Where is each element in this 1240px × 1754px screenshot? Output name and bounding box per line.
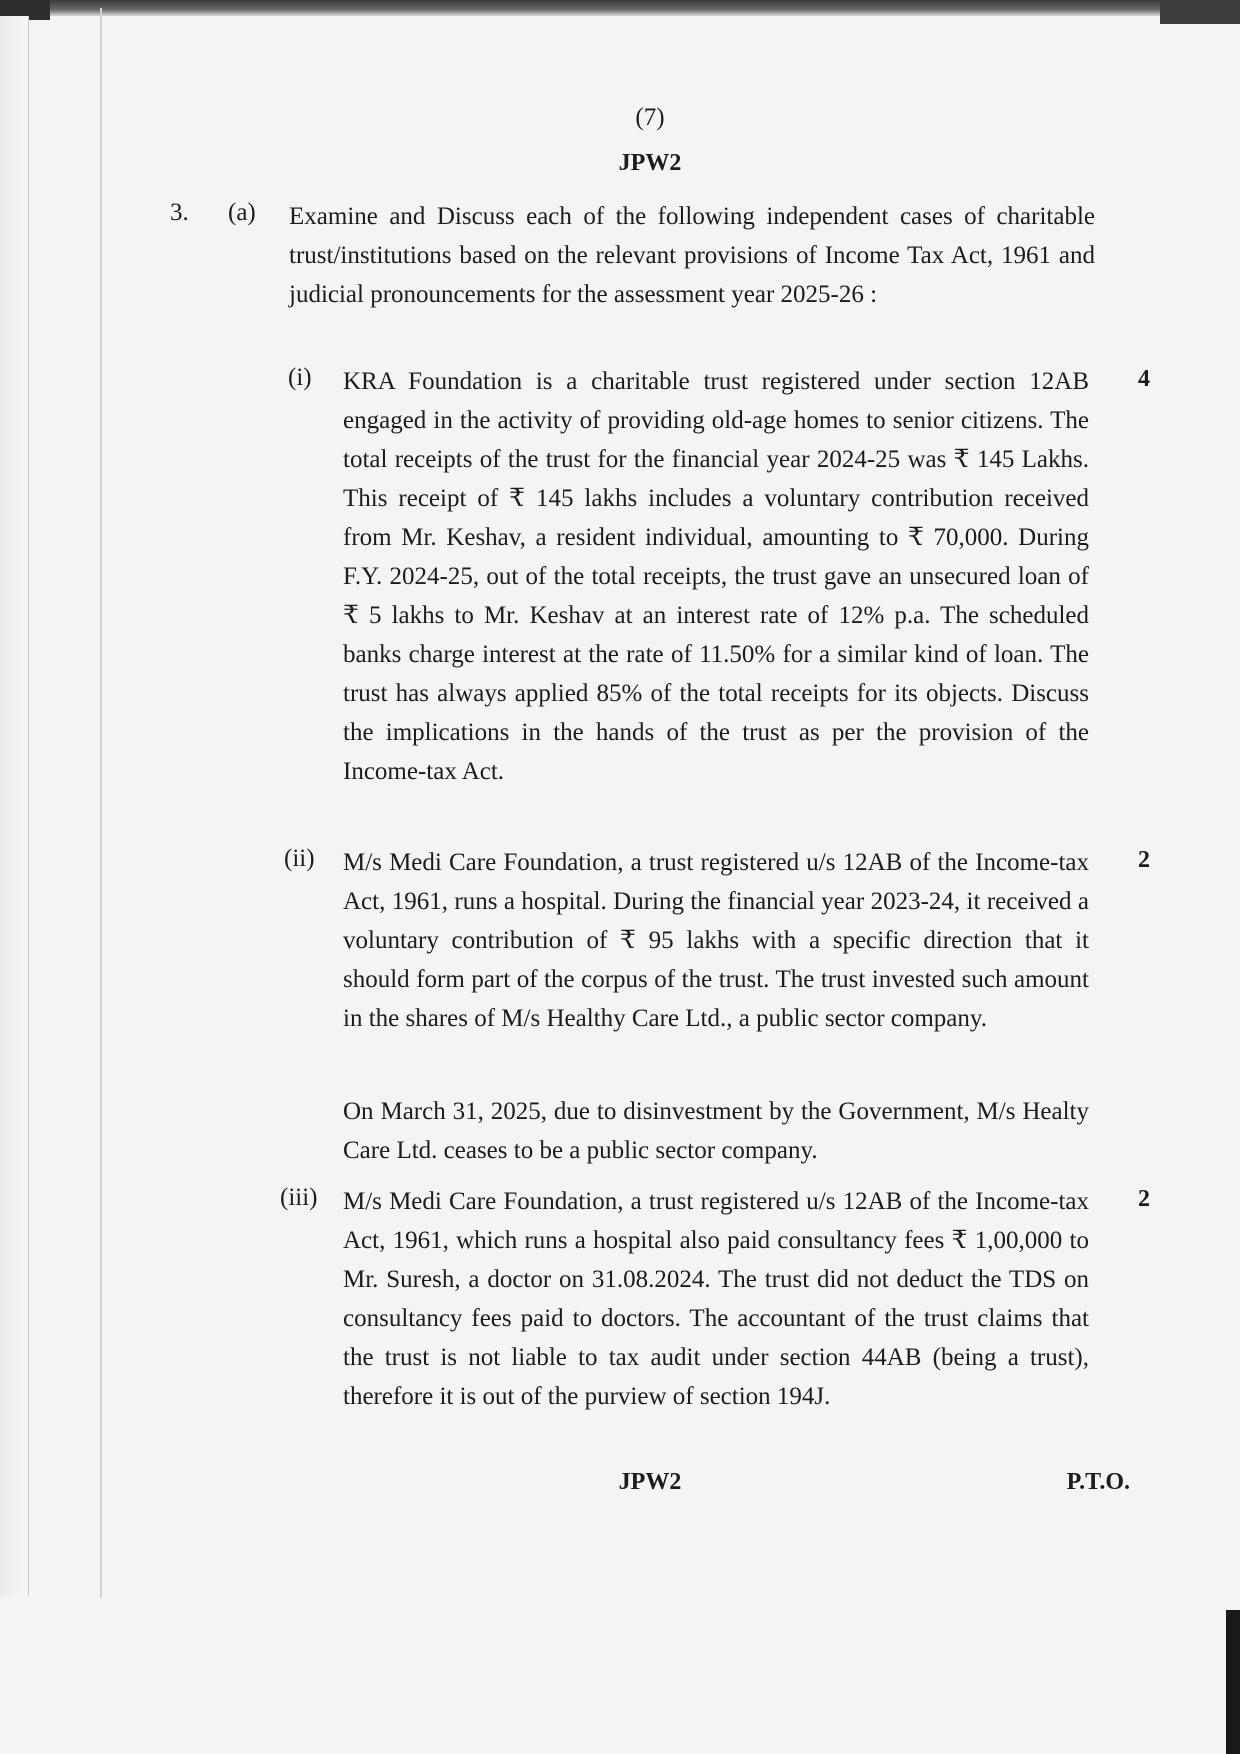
case-ii-label: (ii) (284, 845, 315, 872)
case-i-label: (i) (288, 364, 312, 391)
paper-code-header: JPW2 (618, 150, 682, 176)
page-number: (7) (635, 104, 665, 131)
case-iii-text: M/s Medi Care Foundation, a trust registered u/s 12AB of the Income-tax Act, 1961, which runs a hospital also paid consultancy fees ₹ 1,00,000 to Mr. Suresh, a doctor on 31.08.2024. The trust did not deduct the TDS on consultancy fees paid to doctors. The accountant of the trust claims that the trust is not liable to tax audit under section 44AB (being a trust), therefore it is out of the purview of section 194J. (343, 1188, 1089, 1410)
question-intro: Examine and Discuss each of the following independent cases of charitable trust/institutions based on the relevant provisions of Income Tax Act, 1961 and judicial pronouncements for the assessment year 2025-26 : (289, 203, 1095, 308)
case-iii-marks: 2 (1138, 1186, 1150, 1212)
case-ii-text: M/s Medi Care Foundation, a trust registered u/s 12AB of the Income-tax Act, 1961, runs a hospital. During the financial year 2023-24, it received a voluntary contribution of ₹ 95 lakhs with a specific direction that it should form part of the corpus of the trust. The trust invested such amount in the shares of M/s Healthy Care Ltd., a public sector company. (343, 849, 1089, 1032)
please-turn-over: P.T.O. (1066, 1469, 1130, 1495)
scan-edge-bottom-right (1226, 1610, 1240, 1754)
question-number: 3. (170, 199, 189, 226)
case-i-marks: 4 (1138, 366, 1150, 392)
case-ii-marks: 2 (1138, 847, 1150, 873)
scan-fold-line (100, 8, 102, 1598)
paper-code-footer: JPW2 (618, 1469, 682, 1495)
case-ii-text-continued: On March 31, 2025, due to disinvestment by the Government, M/s Healty Care Ltd. ceases to be a public sector company. (343, 1098, 1089, 1164)
scan-edge-top (0, 0, 1240, 16)
scan-corner-top-right (1160, 0, 1240, 24)
case-iii-label: (iii) (280, 1184, 318, 1211)
scan-edge-left (0, 16, 29, 1596)
case-i-text: KRA Foundation is a charitable trust registered under section 12AB engaged in the activity of providing old-age homes to senior citizens. The total receipts of the trust for the financial year 2024-25 was ₹ 145 Lakhs. This receipt of ₹ 145 lakhs includes a voluntary contribution received from Mr. Keshav, a resident individual, amounting to ₹ 70,000. During F.Y. 2024-25, out of the total receipts, the trust gave an unsecured loan of ₹ 5 lakhs to Mr. Keshav at an interest rate of 12% p.a. The scheduled banks charge interest at the rate of 11.50% for a similar kind of loan. The trust has always applied 85% of the total receipts for its objects. Discuss the implications in the hands of the trust as per the provision of the Income-tax Act. (343, 368, 1089, 785)
question-sub-label: (a) (228, 199, 256, 226)
